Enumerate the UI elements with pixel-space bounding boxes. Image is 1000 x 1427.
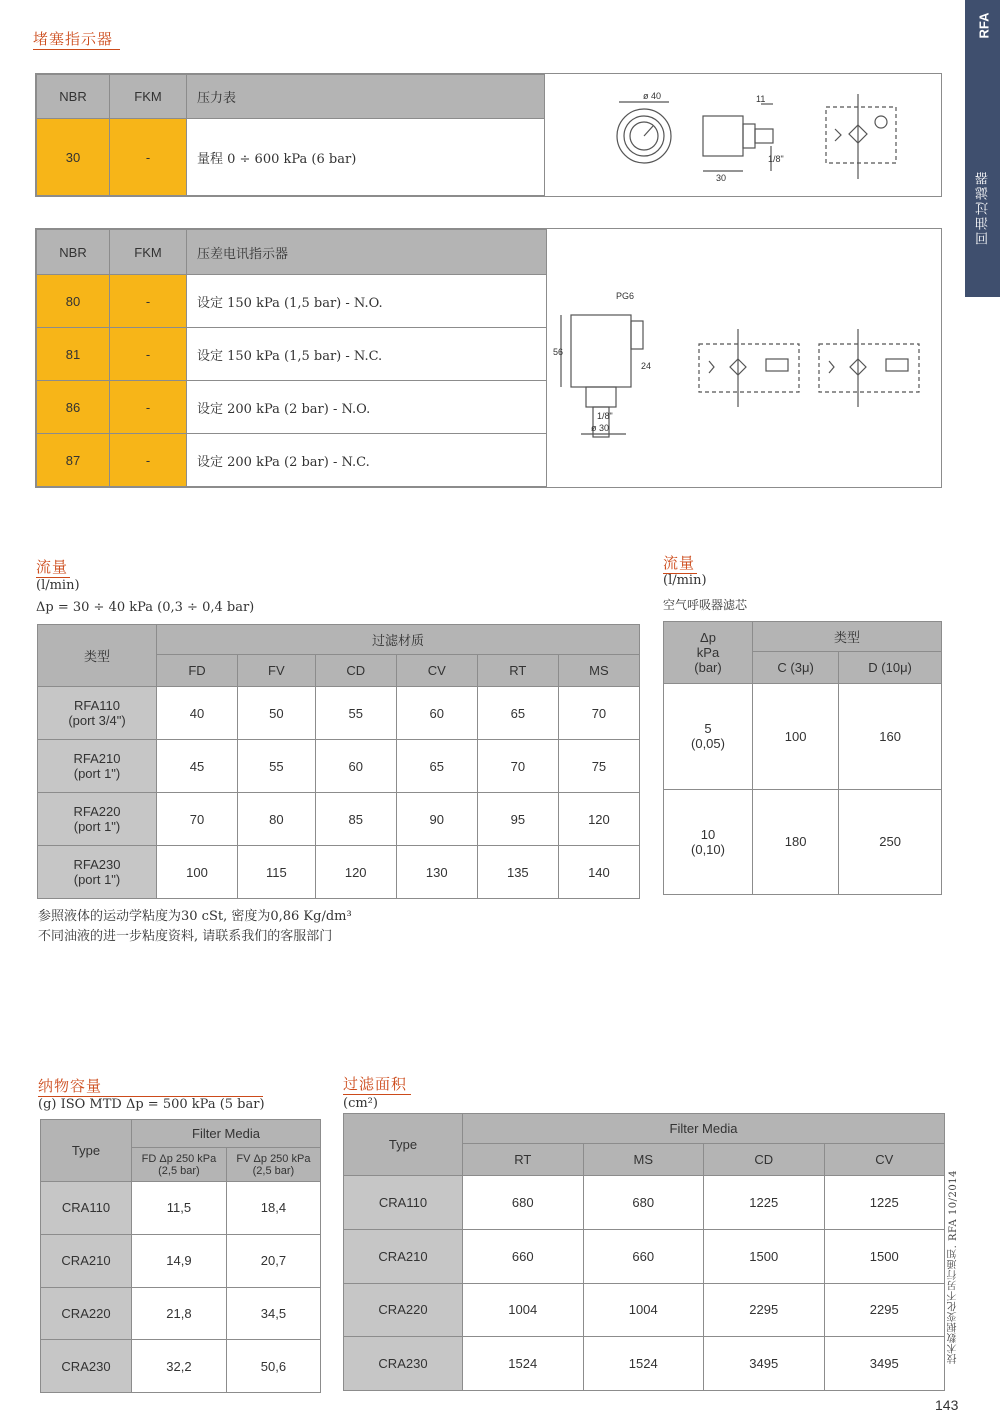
cell: 14,9 [132, 1234, 227, 1287]
dp-bar: (0,05) [691, 736, 725, 752]
type-header: 类型 [38, 625, 157, 687]
cell: 80 [238, 793, 316, 846]
dp-value: 10 [700, 826, 716, 842]
media-col: MS [583, 1144, 704, 1176]
row-type: CRA110 [41, 1182, 132, 1235]
cell: 32,2 [132, 1340, 227, 1393]
cell: 160 [839, 684, 942, 790]
table-row [41, 1182, 321, 1235]
footer-note: 技术数据变化不另行通知. RFA 10/2014 [948, 1170, 959, 1364]
col-code: FV [236, 1152, 251, 1165]
switch-desc: 设定 150 kPa (1,5 bar) - N.O. [187, 275, 547, 328]
fkm-code: - [110, 119, 187, 196]
cell: 2295 [704, 1283, 825, 1337]
type-code: RFA230 [73, 857, 121, 872]
media-col: CV [396, 655, 477, 687]
table-row [38, 687, 640, 740]
gauge-drawing [551, 74, 936, 196]
cell: 50 [238, 687, 316, 740]
type-code: RFA220 [73, 804, 121, 819]
type-code: RFA210 [73, 751, 121, 766]
col-line2: (2,5 bar) [252, 1164, 295, 1177]
page-number: 143 [935, 1397, 959, 1413]
nbr-header: NBR [37, 230, 110, 275]
cell: 1524 [463, 1337, 584, 1391]
cell: 140 [558, 846, 639, 899]
gauge-desc: 量程 0 ÷ 600 kPa (6 bar) [187, 119, 545, 196]
switch-drawing [551, 229, 936, 487]
switch-dia-label: ø 30 [591, 423, 610, 433]
media-col: RT [477, 655, 558, 687]
cell: 100 [157, 846, 238, 899]
type-header: 类型 [753, 622, 942, 652]
cell: 40 [157, 687, 238, 740]
media-col: MS [558, 655, 639, 687]
row-type [38, 687, 157, 740]
cell: 60 [396, 687, 477, 740]
cell: 120 [315, 846, 396, 899]
table-row [38, 793, 640, 846]
type-header: Type [41, 1120, 132, 1182]
fkm-code: - [110, 328, 187, 381]
cell: 1524 [583, 1337, 704, 1391]
switch-pg-label: PG6 [616, 291, 635, 301]
cell: 100 [753, 684, 839, 790]
table-row [41, 1234, 321, 1287]
cell: 85 [315, 793, 396, 846]
port-size: (port 1") [73, 819, 121, 834]
port-size: (port 3/4") [68, 713, 126, 728]
switch-header: 压差电讯指示器 [187, 230, 547, 275]
port-size: (port 1") [73, 872, 121, 887]
switch-thread-label: 1/8" [597, 411, 613, 421]
col-line1: Δp 250 kPa [159, 1152, 217, 1165]
fkm-code: - [110, 434, 187, 487]
cell: 45 [157, 740, 238, 793]
cell: 680 [583, 1176, 704, 1230]
table-row [344, 1176, 945, 1230]
port-size: (port 1") [73, 766, 121, 781]
cell: 180 [753, 789, 839, 895]
switch-hex-label: 24 [641, 361, 652, 371]
media-col: CD [315, 655, 396, 687]
type-header: Type [344, 1114, 463, 1176]
fkm-code: - [110, 381, 187, 434]
type-col: C (3μ) [753, 652, 839, 684]
cell: 21,8 [132, 1287, 227, 1340]
cell: 250 [839, 789, 942, 895]
nbr-code: 87 [37, 434, 110, 487]
cell: 70 [157, 793, 238, 846]
clog-indicator-title: 堵塞指示器 [33, 28, 120, 50]
fkm-header: FKM [110, 75, 187, 119]
dp-unit: kPa [696, 645, 720, 660]
cell: 55 [315, 687, 396, 740]
air-flow-unit: (l/min) [663, 573, 707, 588]
cell: 130 [396, 846, 477, 899]
row-type: CRA230 [344, 1337, 463, 1391]
gauge-table [36, 74, 545, 196]
area-table [343, 1113, 945, 1391]
media-header: 过滤材质 [157, 625, 640, 655]
air-flow-table [663, 621, 942, 895]
col-line1: Δp 250 kPa [253, 1152, 311, 1165]
capacity-subtitle: (g) ISO MTD Δp = 500 kPa (5 bar) [38, 1097, 265, 1112]
fkm-header: FKM [110, 230, 187, 275]
cell: 20,7 [226, 1234, 320, 1287]
dp-unit-bar: (bar) [694, 660, 722, 675]
area-title: 过滤面积 [343, 1073, 411, 1095]
cell: 1225 [704, 1176, 825, 1230]
air-flow-title: 流量 [663, 554, 696, 572]
flow-unit: (l/min) [36, 578, 80, 593]
dp-bar: (0,10) [691, 841, 725, 857]
flow-dp: Δp = 30 ÷ 40 kPa (0,3 ÷ 0,4 bar) [36, 600, 255, 615]
cell: 50,6 [226, 1340, 320, 1393]
gauge-hex-label: 11 [756, 94, 766, 104]
dp-cell [664, 684, 753, 790]
cell: 1225 [824, 1176, 945, 1230]
cell: 60 [315, 740, 396, 793]
cell: 1500 [824, 1229, 945, 1283]
switch-height-label: 56 [553, 347, 564, 357]
media-header: Filter Media [132, 1120, 321, 1148]
media-header: Filter Media [463, 1114, 945, 1144]
flow-table [37, 624, 640, 899]
col-code: FD [141, 1152, 157, 1165]
cell: 75 [558, 740, 639, 793]
table-row [41, 1287, 321, 1340]
row-type: CRA110 [344, 1176, 463, 1230]
cell: 660 [463, 1229, 584, 1283]
cell: 70 [558, 687, 639, 740]
media-col: CV [824, 1144, 945, 1176]
cell: 135 [477, 846, 558, 899]
row-type: CRA210 [41, 1234, 132, 1287]
air-flow-subtitle: 空气呼吸器滤芯 [663, 598, 748, 612]
switch-desc: 设定 200 kPa (2 bar) - N.C. [187, 434, 547, 487]
row-type [38, 740, 157, 793]
media-col: RT [463, 1144, 584, 1176]
table-row [344, 1337, 945, 1391]
cell: 34,5 [226, 1287, 320, 1340]
media-col [132, 1148, 227, 1182]
flow-title: 流量 [36, 558, 69, 576]
flow-note-1: 参照液体的运动学粘度为30 cSt, 密度为0,86 Kg/dm³ [38, 909, 352, 924]
row-type: CRA210 [344, 1229, 463, 1283]
switch-block [35, 228, 942, 488]
capacity-table [40, 1119, 321, 1393]
col-line2: (2,5 bar) [158, 1164, 200, 1177]
cell: 1500 [704, 1229, 825, 1283]
cell: 90 [396, 793, 477, 846]
flow-note-2: 不同油液的进一步粘度资料, 请联系我们的客服部门 [38, 929, 333, 944]
nbr-code: 81 [37, 328, 110, 381]
side-tab-name: 回油过滤器 [976, 170, 991, 245]
cell: 2295 [824, 1283, 945, 1337]
cell: 55 [238, 740, 316, 793]
dp-value: 5 [704, 721, 712, 737]
media-col: CD [704, 1144, 825, 1176]
dp-symbol: Δp [700, 630, 716, 645]
cell: 18,4 [226, 1182, 320, 1235]
dp-cell [664, 789, 753, 895]
nbr-code: 30 [37, 119, 110, 196]
gauge-thread-label: 1/8" [768, 154, 784, 164]
media-col: FD [157, 655, 238, 687]
side-tab [965, 0, 1000, 297]
type-code: RFA110 [73, 698, 120, 713]
gauge-len-label: 30 [716, 173, 727, 183]
cell: 70 [477, 740, 558, 793]
gauge-header: 压力表 [187, 75, 545, 119]
table-row [344, 1229, 945, 1283]
row-type [38, 793, 157, 846]
row-type: CRA220 [344, 1283, 463, 1337]
media-col [226, 1148, 320, 1182]
cell: 120 [558, 793, 639, 846]
table-row [38, 846, 640, 899]
row-type [38, 846, 157, 899]
cell: 65 [396, 740, 477, 793]
cell: 95 [477, 793, 558, 846]
gauge-dia-label: ø 40 [643, 91, 662, 101]
table-row [41, 1340, 321, 1393]
nbr-code: 86 [37, 381, 110, 434]
switch-table [36, 229, 547, 487]
cell: 660 [583, 1229, 704, 1283]
nbr-code: 80 [37, 275, 110, 328]
cell: 3495 [824, 1337, 945, 1391]
row-type: CRA230 [41, 1340, 132, 1393]
cell: 680 [463, 1176, 584, 1230]
switch-desc: 设定 200 kPa (2 bar) - N.O. [187, 381, 547, 434]
fkm-code: - [110, 275, 187, 328]
gauge-block [35, 73, 942, 197]
nbr-header: NBR [37, 75, 110, 119]
table-row [664, 684, 942, 790]
table-row [664, 789, 942, 895]
area-unit: (cm²) [343, 1096, 378, 1111]
media-col: FV [238, 655, 316, 687]
cell: 1004 [583, 1283, 704, 1337]
dp-header [664, 622, 753, 684]
cell: 1004 [463, 1283, 584, 1337]
capacity-title: 纳物容量 [38, 1075, 263, 1097]
cell: 3495 [704, 1337, 825, 1391]
type-col: D (10μ) [839, 652, 942, 684]
switch-desc: 设定 150 kPa (1,5 bar) - N.C. [187, 328, 547, 381]
row-type: CRA220 [41, 1287, 132, 1340]
side-tab-code: RFA [976, 12, 992, 39]
cell: 115 [238, 846, 316, 899]
table-row [344, 1283, 945, 1337]
table-row [38, 740, 640, 793]
cell: 11,5 [132, 1182, 227, 1235]
cell: 65 [477, 687, 558, 740]
